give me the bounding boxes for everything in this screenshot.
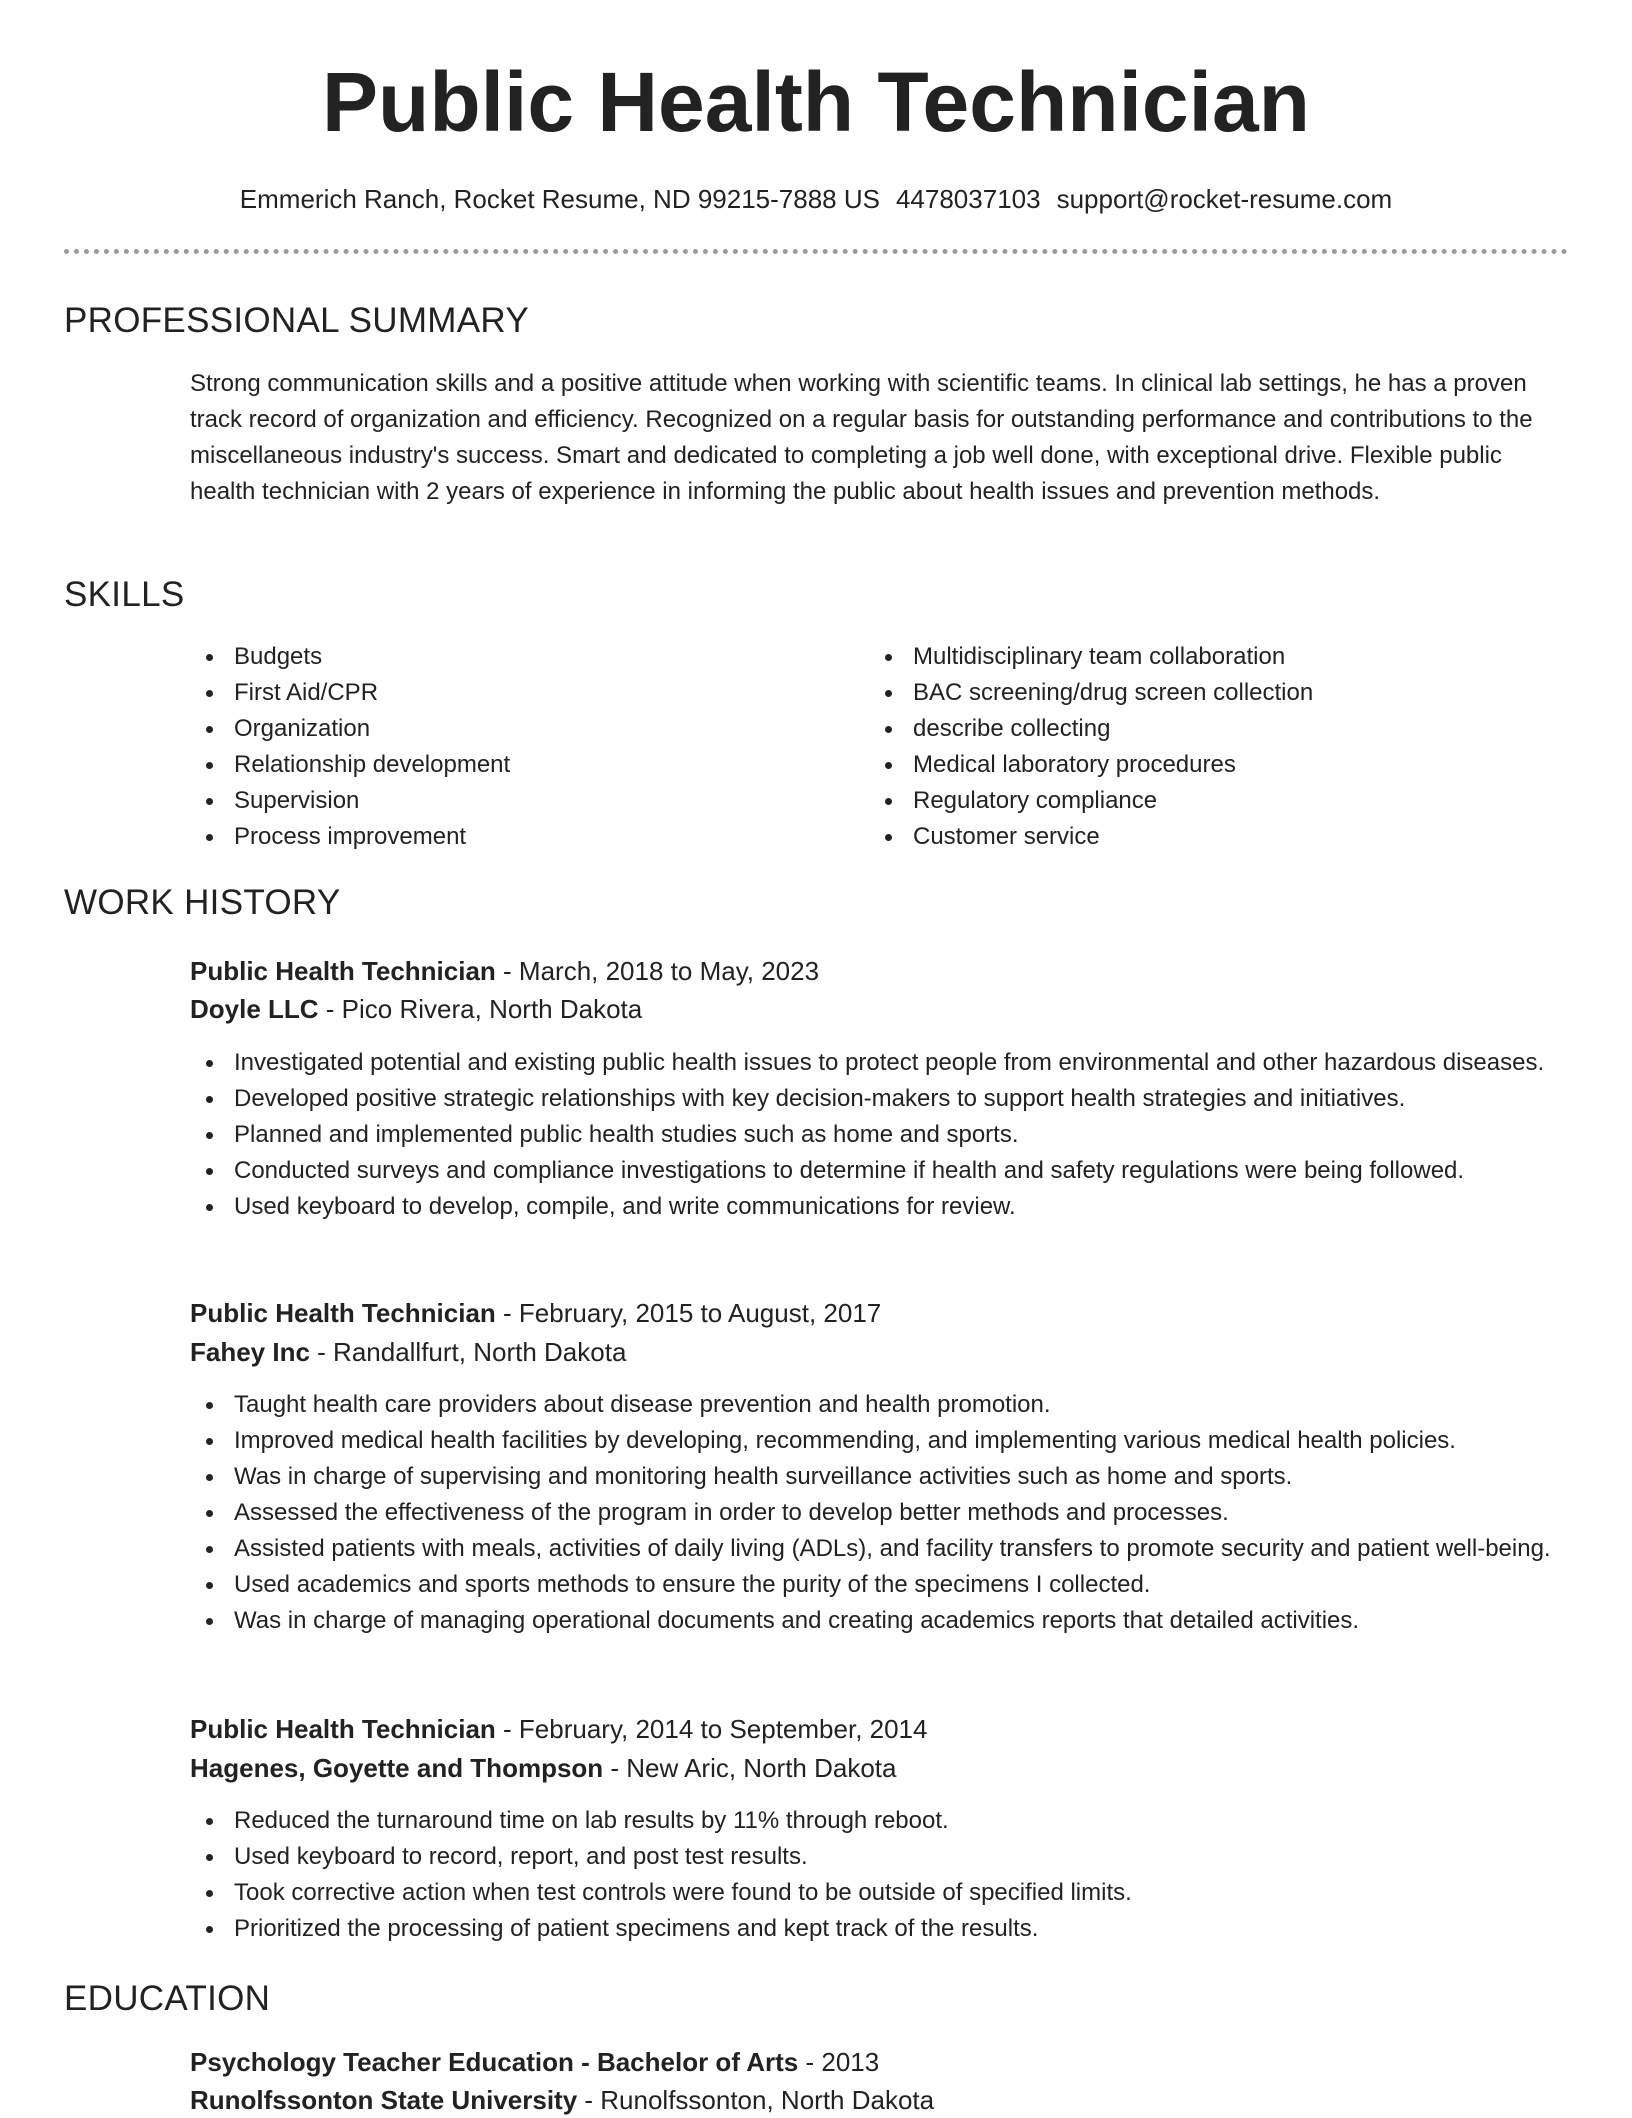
school-line bbox=[190, 2082, 934, 2118]
contact-address: Emmerich Ranch, Rocket Resume, ND 99215-7888 US bbox=[239, 184, 880, 214]
work-history-heading: WORK HISTORY bbox=[64, 883, 341, 922]
duty-item: Reduced the turnaround time on lab results by 11% through reboot. bbox=[190, 1803, 1570, 1839]
job-duties bbox=[190, 1803, 1570, 1947]
company-location: - Randallfurt, North Dakota bbox=[309, 1337, 627, 1367]
contact-phone: 4478037103 bbox=[895, 184, 1041, 214]
job-title-line bbox=[190, 953, 819, 989]
skill-item: Relationship development bbox=[190, 747, 830, 783]
job-duties bbox=[190, 1387, 1570, 1639]
duty-item: Was in charge of managing operational documents and creating academics reports that detailed activities. bbox=[190, 1603, 1570, 1639]
company-line bbox=[190, 991, 642, 1027]
duty-item: Prioritized the processing of patient specimens and kept track of the results. bbox=[190, 1911, 1570, 1947]
duty-item: Assisted patients with meals, activities of daily living (ADLs), and facility transfers to promote security and patient well-being. bbox=[190, 1531, 1570, 1567]
job-title-line bbox=[190, 1711, 927, 1747]
contact-line bbox=[0, 182, 1632, 216]
job-duties bbox=[190, 1045, 1570, 1225]
company-location: - New Aric, North Dakota bbox=[603, 1753, 897, 1783]
degree-name: Psychology Teacher Education - Bachelor of Arts bbox=[190, 2047, 799, 2077]
header-divider bbox=[64, 249, 1568, 254]
duty-item: Took corrective action when test controls were found to be outside of specified limits. bbox=[190, 1875, 1570, 1911]
school-name: Runolfssonton State University bbox=[190, 2085, 578, 2115]
school-location: - Runolfssonton, North Dakota bbox=[577, 2085, 935, 2115]
skills-right-column bbox=[869, 639, 1569, 855]
job-dates: - February, 2015 to August, 2017 bbox=[495, 1298, 882, 1328]
duty-item: Taught health care providers about disease prevention and health promotion. bbox=[190, 1387, 1570, 1423]
job-title: Public Health Technician bbox=[190, 956, 496, 986]
job-dates: - February, 2014 to September, 2014 bbox=[495, 1714, 928, 1744]
skill-item: Budgets bbox=[190, 639, 830, 675]
duty-item: Assessed the effectiveness of the program in order to develop better methods and processes. bbox=[190, 1495, 1570, 1531]
job-dates: - March, 2018 to May, 2023 bbox=[495, 956, 820, 986]
duty-item: Used keyboard to develop, compile, and write communications for review. bbox=[190, 1189, 1570, 1225]
summary-text: Strong communication skills and a positive attitude when working with scientific teams. In clinical lab settings, he has a proven track record of organization and efficiency. Recognized on a regular basis for outstanding performance and contributions to the miscellaneous industry's success. Smart and dedicated to completing a job well done, with exceptional drive. Flexible public health technician with 2 years of experience in informing the public about health issues and prevention methods. bbox=[190, 370, 1533, 505]
company-line bbox=[190, 1334, 626, 1370]
duty-item: Used keyboard to record, report, and post test results. bbox=[190, 1839, 1570, 1875]
company-location: - Pico Rivera, North Dakota bbox=[318, 994, 643, 1024]
company-line bbox=[190, 1750, 896, 1786]
duty-item: Planned and implemented public health studies such as home and sports. bbox=[190, 1117, 1570, 1153]
duty-item: Conducted surveys and compliance investigations to determine if health and safety regulations were being followed. bbox=[190, 1153, 1570, 1189]
skill-item: describe collecting bbox=[869, 711, 1569, 747]
company-name: Doyle LLC bbox=[190, 994, 319, 1024]
company-name: Hagenes, Goyette and Thompson bbox=[190, 1753, 604, 1783]
skill-item: Regulatory compliance bbox=[869, 783, 1569, 819]
duty-item: Was in charge of supervising and monitoring health surveillance activities such as home and sports. bbox=[190, 1459, 1570, 1495]
degree-line bbox=[190, 2044, 879, 2080]
skills-left-column bbox=[190, 639, 830, 855]
job-title-line bbox=[190, 1295, 881, 1331]
resume-name: Public Health Technician bbox=[322, 55, 1310, 149]
skill-item: First Aid/CPR bbox=[190, 675, 830, 711]
skill-item: BAC screening/drug screen collection bbox=[869, 675, 1569, 711]
duty-item: Improved medical health facilities by developing, recommending, and implementing various medical health policies. bbox=[190, 1423, 1570, 1459]
skill-item: Supervision bbox=[190, 783, 830, 819]
skill-item: Customer service bbox=[869, 819, 1569, 855]
job-title: Public Health Technician bbox=[190, 1714, 496, 1744]
degree-year: - 2013 bbox=[798, 2047, 880, 2077]
skill-item: Organization bbox=[190, 711, 830, 747]
education-heading: EDUCATION bbox=[64, 1979, 271, 2018]
duty-item: Investigated potential and existing public health issues to protect people from environmental and other hazardous diseases. bbox=[190, 1045, 1570, 1081]
contact-email: support@rocket-resume.com bbox=[1056, 184, 1393, 214]
skill-item: Medical laboratory procedures bbox=[869, 747, 1569, 783]
summary-heading: PROFESSIONAL SUMMARY bbox=[64, 301, 529, 340]
job-title: Public Health Technician bbox=[190, 1298, 496, 1328]
duty-item: Used academics and sports methods to ensure the purity of the specimens I collected. bbox=[190, 1567, 1570, 1603]
skill-item: Process improvement bbox=[190, 819, 830, 855]
duty-item: Developed positive strategic relationships with key decision-makers to support health strategies and initiatives. bbox=[190, 1081, 1570, 1117]
skills-heading: SKILLS bbox=[64, 575, 185, 614]
skill-item: Multidisciplinary team collaboration bbox=[869, 639, 1569, 675]
company-name: Fahey Inc bbox=[190, 1337, 310, 1367]
